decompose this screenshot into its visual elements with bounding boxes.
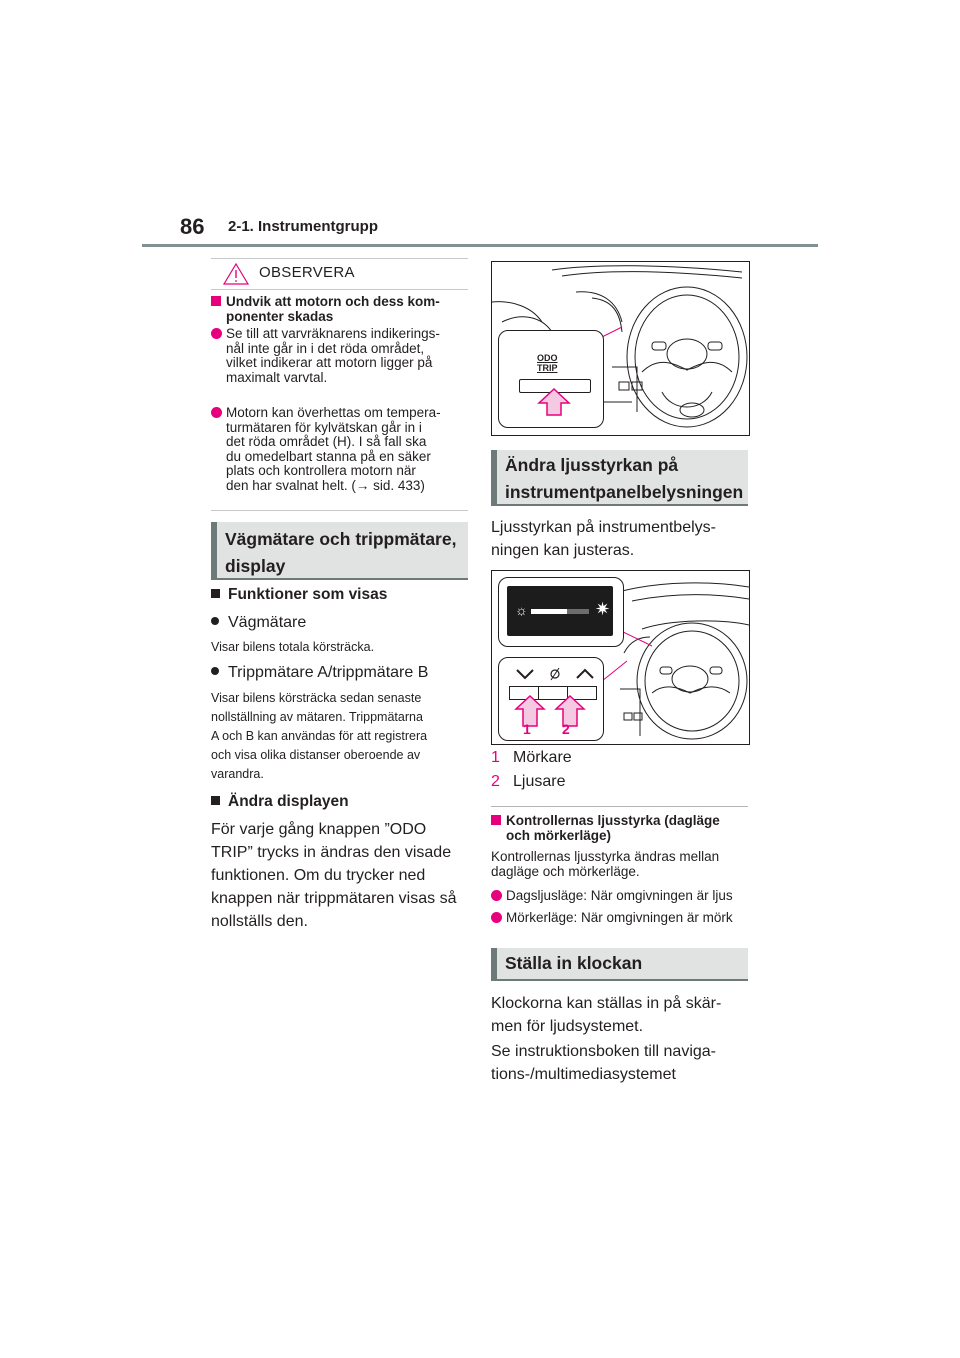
bright-sun-icon: ✷ [595, 599, 611, 619]
callout-number-2: 2 [562, 721, 570, 737]
square-bullet-icon [211, 796, 220, 805]
caution-box [211, 258, 468, 511]
odo-trip-button-callout [498, 330, 604, 428]
section-underline [491, 979, 748, 981]
change-display-text: För varje gång knappen ”ODO TRIP” trycks in ändras den visade funktionen. Om du trycker ned knappen när trippmätaren visas så nollställs den. [211, 821, 457, 930]
day-mode-item: Dagsljusläge: När omgivningen är ljus [491, 888, 733, 903]
section-title: 2-1. Instrumentgrupp [228, 218, 379, 235]
warning-icon [223, 263, 249, 285]
bullet-dot-icon [211, 328, 222, 339]
caution-item-temperature: Motorn kan överhettas om tempera- turmätaren för kylvätskan går in i det röda området (H). I så fall ska du omedelbart stanna på en säker plats och kontrollera motorn när den har svalnat helt. (→ sid. 433) [211, 406, 463, 493]
brightness-display-callout [498, 577, 624, 647]
clock-description: Klockorna kan ställas in på skär- men för ljudsystemet. [491, 995, 722, 1035]
brightness-legend [491, 746, 572, 794]
section-heading-odometer [211, 522, 468, 580]
odometer-description: Visar bilens totala körsträcka. [211, 640, 375, 654]
tripmeter-item: Trippmätare A/trippmätare B [211, 662, 428, 684]
legend-item: 2 Ljusare [491, 773, 566, 790]
divider [491, 806, 748, 807]
arrow-right-icon: → [355, 477, 370, 493]
brightness-buttons-icons [515, 664, 595, 684]
bullet-dot-icon [211, 407, 222, 418]
brightness-buttons-callout [498, 657, 604, 741]
bullet-dot-icon [211, 617, 219, 625]
section-heading-clock [491, 948, 748, 981]
square-bullet-icon [211, 589, 220, 598]
dim-sun-icon: ☼ [515, 602, 528, 618]
brightness-figure [491, 570, 750, 745]
chevron-up-icon [577, 670, 593, 678]
section-underline [211, 578, 468, 580]
controls-heading: Kontrollernas ljusstyrka (dagläge och mörkerläge) [491, 813, 720, 843]
callout-number-1: 1 [523, 721, 531, 737]
caution-subtitle: Undvik att motorn och dess kom- ponenter skadas [211, 294, 463, 324]
press-arrow-icon [537, 387, 571, 417]
square-bullet-icon [491, 815, 501, 825]
functions-heading: Funktioner som visas [211, 586, 387, 604]
odo-trip-button-label: ODO TRIP [537, 353, 558, 373]
controls-description: Kontrollernas ljusstyrka ändras mellan dagläge och mörkerläge. [491, 849, 720, 879]
section-underline [491, 504, 748, 506]
caution-item-tachometer: Se till att varvräknarens indikerings- nål inte går in i det röda området, vilket indikerar att motorn ligger på maximalt varvtal. [211, 327, 463, 385]
caution-header [211, 259, 468, 290]
section-heading-line1: Ändra ljusstyrkan på [505, 455, 679, 475]
legend-item: 1 Mörkare [491, 749, 572, 766]
tripmeter-description: Visar bilens körsträcka sedan senaste nollställning av mätaren. Trippmätarna A och B kan användas för att registrera och visa olika distanser oberoende av varandra. [211, 691, 428, 781]
clock-reference: Se instruktionsboken till naviga- tions-/multimediasystemet [491, 1043, 717, 1083]
section-heading-line1: Vägmätare och trippmätare, [225, 529, 457, 549]
change-display-heading: Ändra displayen [211, 793, 349, 811]
night-mode-item: Mörkerläge: När omgivningen är mörk [491, 910, 733, 925]
section-heading-brightness [491, 450, 748, 506]
section-heading-line2: instrumentpanelbelysningen [505, 482, 744, 502]
chevron-down-icon [517, 670, 533, 678]
section-heading-line2: display [225, 556, 286, 576]
brightness-bar [531, 609, 589, 614]
bullet-dot-icon [491, 912, 502, 923]
bullet-dot-icon [491, 890, 502, 901]
caution-title: OBSERVERA [259, 264, 355, 281]
header-rule [142, 244, 818, 247]
bullet-dot-icon [211, 667, 219, 675]
brightness-display [507, 586, 613, 636]
odo-trip-figure [491, 261, 750, 436]
square-bullet-icon [211, 296, 221, 306]
brightness-level [531, 609, 567, 614]
page-number: 86 [180, 214, 205, 239]
section-heading-line1: Ställa in klockan [505, 953, 643, 973]
odometer-item: Vägmätare [211, 612, 306, 634]
brightness-description: Ljusstyrkan på instrumentbelys- ningen kan justeras. [491, 519, 716, 559]
